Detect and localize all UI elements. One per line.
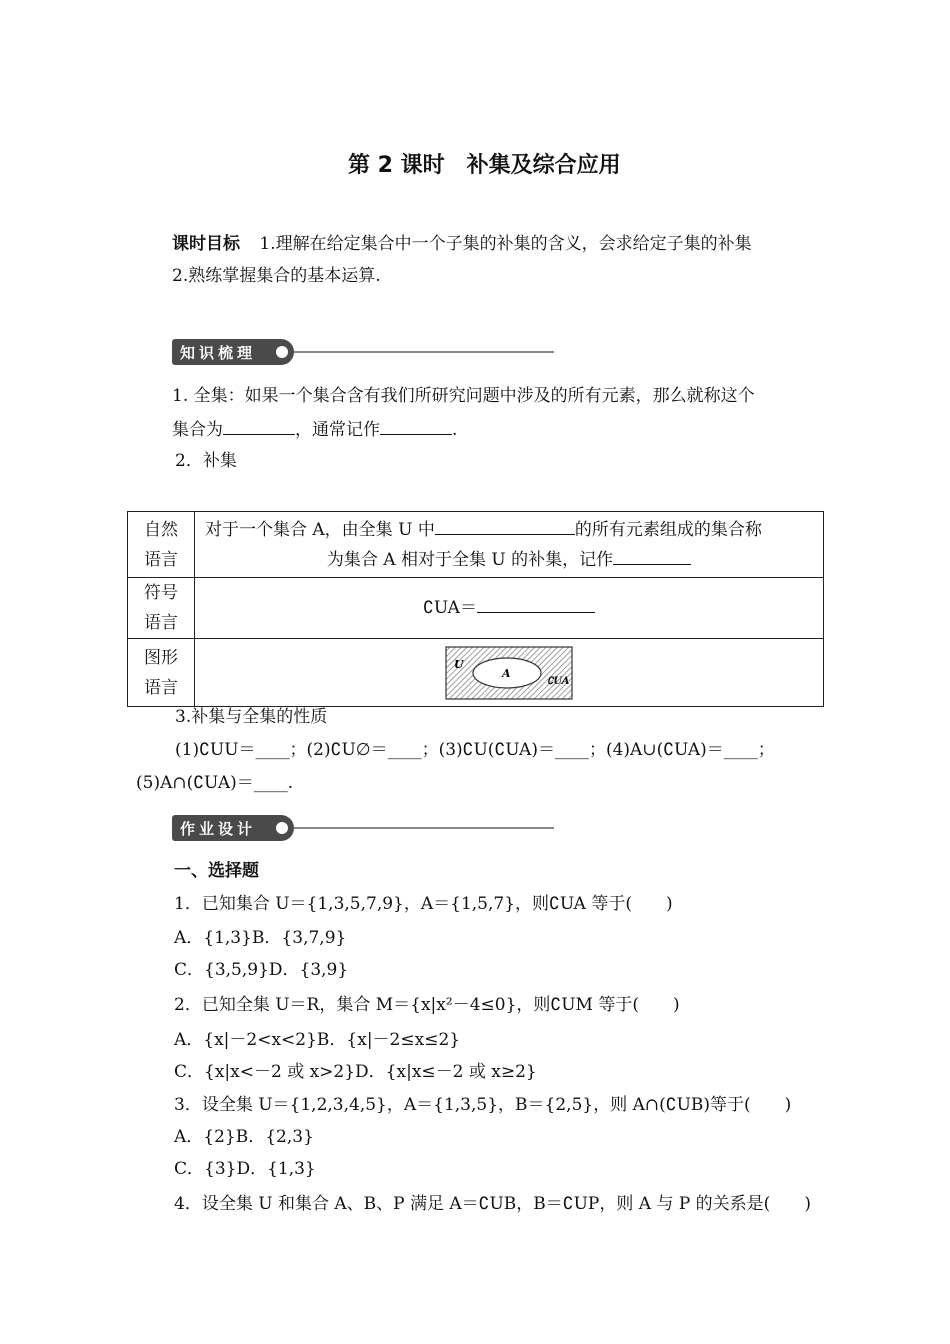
question-3-options-ab: A．{2}B．{2,3} [174, 1127, 314, 1147]
row-label-symbol [128, 578, 195, 639]
properties-line2: (5)A∩(∁UA)＝____. [136, 773, 294, 793]
natural-line2 [195, 545, 823, 575]
section-label-knowledge: 知识梳理 [180, 344, 257, 362]
objective-text-1: 1.理解在给定集合中一个子集的补集的含义，会求给定子集的补集 [259, 234, 752, 254]
objective-label: 课时目标 [172, 234, 240, 254]
text-fragment: 的所有元素组成的集合称 [574, 519, 762, 540]
question-2: 2．已知全集 U＝R，集合 M＝{x|x²－4≤0}，则∁UM 等于( ) [174, 995, 680, 1015]
section-divider [294, 827, 554, 829]
symbol-formula: ∁UA＝ [423, 598, 477, 618]
row-content-natural [195, 512, 824, 578]
question-3: 3．设全集 U＝{1,2,3,4,5}，A＝{1,3,5}，B＝{2,5}，则 A∩(∁UB)等于( ) [174, 1095, 792, 1115]
answer-blank [613, 548, 691, 565]
objective-line1 [172, 234, 752, 254]
complement-table [127, 511, 824, 707]
section-label-homework: 作业设计 [180, 820, 257, 838]
natural-line1 [195, 515, 823, 545]
answer-blank [223, 418, 295, 435]
answer-blank [380, 418, 452, 435]
text-fragment: 集合为 [172, 420, 223, 440]
page-title: 第 2 课时 补集及综合应用 [348, 153, 621, 178]
row-label-graphic [128, 639, 195, 707]
table-row [128, 639, 824, 707]
question-3-options-cd: C．{3}D．{1,3} [174, 1159, 316, 1179]
question-2-options-ab: A．{x|－2<x<2}B．{x|－2≤x≤2} [174, 1030, 461, 1050]
label-part: 自然 [144, 519, 178, 540]
table-row [128, 512, 824, 578]
properties-line1: (1)∁UU＝____；(2)∁U∅＝____；(3)∁U(∁UA)＝____；(4)A∪(∁UA)＝____； [175, 740, 775, 760]
knowledge-item1-line1: 1. 全集：如果一个集合含有我们所研究问题中涉及的所有元素，那么就称这个 [172, 386, 755, 406]
label-part: 语言 [144, 677, 178, 698]
row-content-symbol [195, 578, 824, 639]
venn-diagram [445, 646, 573, 700]
answer-blank [477, 596, 595, 613]
text-fragment: 对于一个集合 A，由全集 U 中 [205, 519, 435, 540]
bullet-dot-icon [276, 346, 288, 358]
venn-complement-label: ∁UA [547, 675, 570, 687]
label-part: 图形 [144, 647, 178, 668]
venn-u-label: U [454, 657, 464, 671]
venn-a-label: A [502, 666, 511, 680]
answer-blank [435, 518, 575, 535]
section-divider [294, 351, 554, 353]
row-content-graphic [195, 639, 824, 707]
text-fragment: ，通常记作 [295, 420, 380, 440]
properties-heading: 3.补集与全集的性质 [175, 707, 328, 727]
label-part: 语言 [144, 549, 178, 570]
knowledge-item2: 2．补集 [175, 451, 237, 471]
row-label-natural [128, 512, 195, 578]
question-1-options-cd: C．{3,5,9}D．{3,9} [174, 960, 349, 980]
knowledge-item1-line2 [172, 418, 457, 440]
text-fragment: 为集合 A 相对于全集 U 的补集，记作 [326, 549, 614, 570]
exercises-heading: 一、选择题 [174, 861, 259, 881]
question-4: 4．设全集 U 和集合 A、B、P 满足 A＝∁UB，B＝∁UP，则 A 与 P 的关系是( ) [174, 1194, 811, 1214]
question-1: 1．已知集合 U＝{1,3,5,7,9}，A＝{1,5,7}，则∁UA 等于( ) [174, 894, 673, 914]
bullet-dot-icon [276, 822, 288, 834]
table-row [128, 578, 824, 639]
text-fragment: . [452, 420, 458, 440]
objective-text-2: 2.熟练掌握集合的基本运算. [172, 266, 381, 286]
label-part: 语言 [144, 613, 178, 633]
question-2-options-cd: C．{x|x<－2 或 x>2}D．{x|x≤－2 或 x≥2} [174, 1062, 537, 1082]
question-1-options-ab: A．{1,3}B．{3,7,9} [174, 928, 347, 948]
label-part: 符号 [144, 583, 178, 603]
